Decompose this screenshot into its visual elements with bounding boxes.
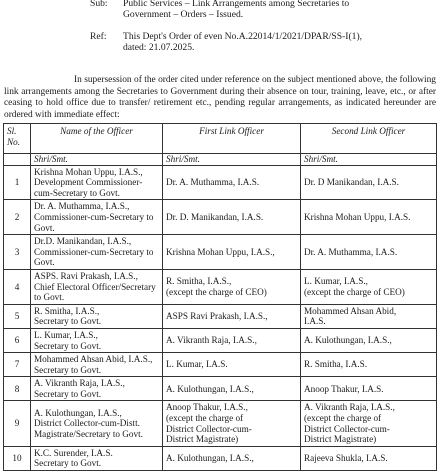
reference-block xyxy=(90,31,442,55)
second-link-officer-cell-line: Mohammed Ahsan Abid, xyxy=(304,305,397,316)
second-link-officer-cell xyxy=(301,304,437,328)
officer-name-cell-line: Commissioner-cum-Secretary to xyxy=(34,246,154,257)
officer-name-cell-line: Govt. xyxy=(34,257,55,268)
second-link-officer-cell-line: A. Kulothungan, I.A.S., xyxy=(304,335,392,346)
second-link-officer-cell-line: Krishna Mohan Uppu, I.A.S. xyxy=(304,211,411,222)
first-link-officer-cell-line: Krishna Mohan Uppu, I.A.S., xyxy=(166,246,275,257)
officer-name-cell-line: K.C. Surender, I.A.S. xyxy=(34,447,113,458)
table-row xyxy=(4,353,437,377)
table-row xyxy=(4,269,437,304)
second-link-officer-cell-line: (except the charge of CEO) xyxy=(304,286,405,297)
first-link-officer-cell-line: (except the charge of CEO) xyxy=(166,286,267,297)
shri-cell-empty xyxy=(4,154,31,166)
officer-name-cell-line: Secretary to Govt. xyxy=(34,458,102,469)
second-link-officer-cell-line: Dr. D Manikandan, I.A.S. xyxy=(304,177,399,188)
second-link-officer-cell-line: L. Kumar, I.A.S., xyxy=(304,276,368,287)
officer-name-cell-line: Magistrate/Secretary to Govt. xyxy=(34,428,143,439)
first-link-officer-cell xyxy=(163,328,301,352)
officer-name-cell-line: Commissioner-cum-Secretary to xyxy=(34,211,154,222)
first-link-officer-cell xyxy=(163,200,301,235)
reference-text: This Dept's Order of even No.A.22014/1/2021/DPAR/SS-I(1), dated: 21.07.2025. xyxy=(123,31,363,53)
second-link-officer-cell-line: A. Vikranth Raja, I.A.S., xyxy=(304,402,395,413)
officer-name-cell-line: Development Commissioner- xyxy=(34,177,143,188)
second-link-officer-cell xyxy=(301,401,437,446)
officer-name-cell-line: A. Vikranth Raja, I.A.S., xyxy=(34,378,125,389)
second-link-officer-cell xyxy=(301,235,437,270)
shri-row xyxy=(4,154,437,166)
first-link-officer-cell-line: ASPS Ravi Prakash, I.A.S., xyxy=(166,311,268,322)
row-serial-number: 10 xyxy=(4,446,31,470)
header-sl-no: Sl. No. xyxy=(4,124,31,154)
second-link-officer-cell-line: District Collector-cum- xyxy=(304,423,390,434)
header-second-link: Second Link Officer xyxy=(301,124,437,154)
subject-text: Public Services – Link Arrangements among Secretaries to Government – Orders – Issued. xyxy=(123,0,350,20)
officer-name-cell xyxy=(31,401,163,446)
first-link-officer-cell-line: A. Kulothungan, I.A.S., xyxy=(166,453,254,464)
first-link-officer-cell xyxy=(163,304,301,328)
officer-name-cell xyxy=(31,200,163,235)
officer-name-cell-line: R. Smitha, I.A.S., xyxy=(34,305,100,316)
subject-label: Sub: xyxy=(90,0,108,9)
first-link-officer-cell xyxy=(163,446,301,470)
first-link-officer-cell-line: A. Vikranth Raja, I.A.S., xyxy=(166,335,257,346)
first-link-officer-cell-line: L. Kumar, I.A.S. xyxy=(166,359,228,370)
first-link-officer-cell-line: (except the charge of xyxy=(166,413,244,424)
officer-name-cell-line: District Collector-cum-Distt. xyxy=(34,418,140,429)
officer-name-cell xyxy=(31,269,163,304)
table-header-row xyxy=(4,124,437,154)
table-row xyxy=(4,401,437,446)
officer-name-cell-line: Secretary to Govt. xyxy=(34,364,102,375)
first-link-officer-cell-line: District Magistrate) xyxy=(166,434,239,445)
second-link-officer-cell-line: R. Smitha, I.A.S. xyxy=(304,359,368,370)
officer-name-cell xyxy=(31,377,163,401)
second-link-officer-cell xyxy=(301,200,437,235)
second-link-officer-cell-line: Dr. A. Muthamma, I.A.S. xyxy=(304,246,398,257)
officer-name-cell xyxy=(31,304,163,328)
officer-name-cell-line: Krishna Mohan Uppu, I.A.S., xyxy=(34,166,143,177)
shri-cell-second: Shri/Smt. xyxy=(301,154,437,166)
row-serial-number: 6 xyxy=(4,328,31,352)
officer-name-cell-line: Dr.D. Manikandan, I.A.S., xyxy=(34,236,132,247)
officer-name-cell xyxy=(31,235,163,270)
table-row xyxy=(4,165,437,200)
header-first-link: First Link Officer xyxy=(163,124,301,154)
second-link-officer-cell xyxy=(301,446,437,470)
officer-name-cell-line: Govt. xyxy=(34,222,55,233)
second-link-officer-cell-line: (except the charge of xyxy=(304,413,382,424)
first-link-officer-cell xyxy=(163,401,301,446)
row-serial-number: 9 xyxy=(4,401,31,446)
shri-cell-officer: Shri/Smt. xyxy=(31,154,163,166)
first-link-officer-cell-line: Anoop Thakur, I.A.S., xyxy=(166,402,248,413)
second-link-officer-cell-line: District Magistrate) xyxy=(304,434,377,445)
first-link-officer-cell-line: R. Smitha, I.A.S., xyxy=(166,276,232,287)
second-link-officer-cell-line: Anoop Thakur, I.A.S. xyxy=(304,383,384,394)
second-link-officer-cell xyxy=(301,269,437,304)
officer-name-cell-line: cum-Secretary to Govt. xyxy=(34,187,120,198)
officer-name-cell xyxy=(31,353,163,377)
first-link-officer-cell xyxy=(163,353,301,377)
second-link-officer-cell xyxy=(301,165,437,200)
row-serial-number: 4 xyxy=(4,269,31,304)
subject-block xyxy=(90,0,442,22)
first-link-officer-cell-line: District Collector-cum- xyxy=(166,423,252,434)
first-link-officer-cell xyxy=(163,165,301,200)
second-link-officer-cell-line: Rajeeva Shukla, I.A.S. xyxy=(304,453,388,464)
officer-name-cell-line: Chief Electoral Officer/Secretary xyxy=(34,281,156,292)
order-text: In supersession of the order cited under reference on the subject mentioned above, the following link arrangements among the Secretaries to Government during their absence on tour, training, leave, etc., or after ceasing to hold office due to transfer/ retirement etc., pending regular arrangements, as indicated hereunder are ordered with immediate effect: xyxy=(4,75,436,120)
first-link-officer-cell xyxy=(163,269,301,304)
first-link-officer-cell-line: Dr. D. Manikandan, I.A.S. xyxy=(166,211,264,222)
officer-name-cell xyxy=(31,328,163,352)
officer-name-cell-line: A. Kulothungan, I.A.S., xyxy=(34,407,122,418)
first-link-officer-cell-line: Dr. A. Muthamma, I.A.S. xyxy=(166,177,260,188)
row-serial-number: 8 xyxy=(4,377,31,401)
second-link-officer-cell xyxy=(301,328,437,352)
table-row xyxy=(4,235,437,270)
second-link-officer-cell xyxy=(301,377,437,401)
row-serial-number: 3 xyxy=(4,235,31,270)
second-link-officer-cell xyxy=(301,353,437,377)
table-row xyxy=(4,304,437,328)
officer-name-cell-line: Secretary to Govt. xyxy=(34,340,102,351)
officer-name-cell-line: to Govt. xyxy=(34,292,65,303)
officer-name-cell-line: Dr. A. Muthamma, I.A.S., xyxy=(34,201,130,212)
table-row xyxy=(4,200,437,235)
shri-cell-first: Shri/Smt. xyxy=(163,154,301,166)
officer-name-cell xyxy=(31,446,163,470)
order-paragraph xyxy=(4,75,436,121)
row-serial-number: 7 xyxy=(4,353,31,377)
second-link-officer-cell-line: I.A.S. xyxy=(304,316,326,327)
row-serial-number: 2 xyxy=(4,200,31,235)
officer-name-cell-line: Mohammed Ahsan Abid, I.A.S., xyxy=(34,354,153,365)
reference-label: Ref: xyxy=(90,31,107,42)
officer-name-cell-line: ASPS. Ravi Prakash, I.A.S., xyxy=(34,270,138,281)
link-arrangement-table xyxy=(3,123,437,471)
officer-name-cell-line: Secretary to Govt. xyxy=(34,316,102,327)
header-officer-name: Name of the Officer xyxy=(31,124,163,154)
table-row xyxy=(4,446,437,470)
officer-name-cell-line: L. Kumar, I.A.S., xyxy=(34,329,98,340)
first-link-officer-cell xyxy=(163,235,301,270)
table-row xyxy=(4,328,437,352)
row-serial-number: 5 xyxy=(4,304,31,328)
officer-name-cell xyxy=(31,165,163,200)
table-row xyxy=(4,377,437,401)
first-link-officer-cell xyxy=(163,377,301,401)
first-link-officer-cell-line: A. Kulothungan, I.A.S., xyxy=(166,383,254,394)
row-serial-number: 1 xyxy=(4,165,31,200)
officer-name-cell-line: Secretary to Govt. xyxy=(34,388,102,399)
